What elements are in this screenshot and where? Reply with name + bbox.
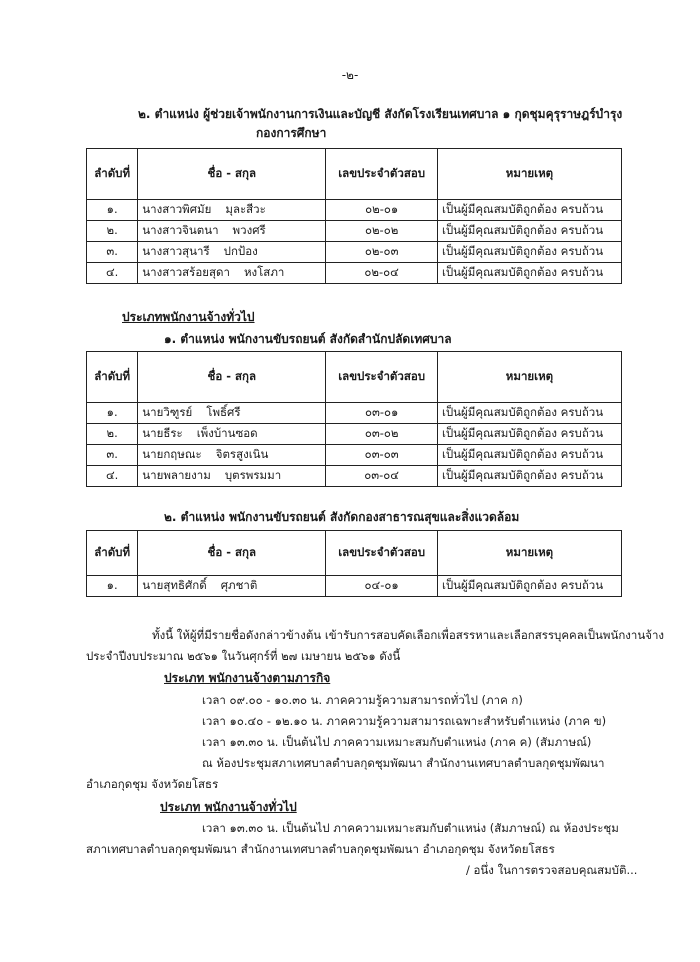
category-general-heading: ประเภทพนักงานจ้างทั่วไป: [122, 310, 255, 324]
section3-table: ลำดับที่ ชื่อ - สกุล เลขประจำตัวสอบ หมายเหตุ ๑. นายสุทธิศักดิ์ ศุภชาติ ๐๔-๐๑ เป็นผู้มีคุณสมบัติถูกต้อง ครบถ้วน: [86, 530, 622, 597]
schedule-line: เวลา ๑๐.๔๐ - ๑๒.๑๐ น. ภาคความรู้ความสามารถเฉพาะสำหรับตำแหน่ง (ภาค ข): [202, 714, 607, 728]
section2-heading: ๑. ตำแหน่ง พนักงานขับรถยนต์ สังกัดสำนักปลัดเทศบาล: [164, 332, 452, 346]
section2-table: ลำดับที่ ชื่อ - สกุล เลขประจำตัวสอบ หมายเหตุ ๑. นายวิฑูรย์ โพธิ์ศรี ๐๓-๐๑ เป็นผู้มีคุณสมบัติถูกต้อง ครบถ้วน ๒. นายธีระ เพ็งบ้านซอด ๐๓-๐๒ เป็นผู้มีคุณสมบัติถูกต้อง ครบถ้วน ๓. นายกฤษณะ จิตรสูงเนิน ๐๓-๐๓ เป็นผู้มีคุณสมบัติถูกต้อง ครบถ้วน ๔. นายพลายงาม บุตรพรมมา ๐๓-๐๔ เป็นผู้มีคุณสมบัติถูกต้อง ครบถ้วน: [86, 351, 622, 487]
schedule-line: เวลา ๑๓.๓๐ น. เป็นต้นไป ภาคความเหมาะสมกับตำแหน่ง (ภาค ค) (สัมภาษณ์): [202, 735, 592, 749]
table-row: ๑. นายวิฑูรย์ โพธิ์ศรี ๐๓-๐๑ เป็นผู้มีคุณสมบัติถูกต้อง ครบถ้วน: [87, 403, 622, 424]
table-row: ๒. นางสาวจินตนา พวงศรี ๐๒-๐๒ เป็นผู้มีคุณสมบัติถูกต้อง ครบถ้วน: [87, 221, 622, 242]
section3-heading: ๒. ตำแหน่ง พนักงานขับรถยนต์ สังกัดกองสาธารณสุขและสิ่งแวดล้อม: [164, 510, 520, 524]
section1-heading-cont: กองการศึกษา: [256, 126, 327, 140]
page-number: -๒-: [341, 68, 359, 82]
paragraph-line: เวลา ๑๓.๓๐ น. เป็นต้นไป ภาคความเหมาะสมกับตำแหน่ง (สัมภาษณ์) ณ ห้องประชุม: [202, 821, 619, 835]
table-row: ๓. นายกฤษณะ จิตรสูงเนิน ๐๓-๐๓ เป็นผู้มีคุณสมบัติถูกต้อง ครบถ้วน: [87, 445, 622, 466]
schedule-line: เวลา ๐๙.๐๐ - ๑๐.๓๐ น. ภาคความรู้ความสามารถทั่วไป (ภาค ก): [202, 693, 523, 707]
table-row: ๓. นางสาวสุนารี ปกป้อง ๐๒-๐๓ เป็นผู้มีคุณสมบัติถูกต้อง ครบถ้วน: [87, 242, 622, 263]
col-code: เลขประจำตัวสอบ: [326, 149, 438, 200]
table-row: ๒. นายธีระ เพ็งบ้านซอด ๐๓-๐๒ เป็นผู้มีคุณสมบัติถูกต้อง ครบถ้วน: [87, 424, 622, 445]
col-seq: ลำดับที่: [87, 149, 138, 200]
continuation-note: / อนึ่ง ในการตรวจสอบคุณสมบัติ...: [466, 863, 638, 877]
category-mission-heading: ประเภท พนักงานจ้างตามภารกิจ: [164, 671, 331, 685]
table-row: ๑. นายสุทธิศักดิ์ ศุภชาติ ๐๔-๐๑ เป็นผู้มีคุณสมบัติถูกต้อง ครบถ้วน: [87, 576, 622, 597]
table-row: ๔. นายพลายงาม บุตรพรมมา ๐๓-๐๔ เป็นผู้มีคุณสมบัติถูกต้อง ครบถ้วน: [87, 466, 622, 487]
paragraph-line: ประจำปีงบประมาณ ๒๕๖๑ ในวันศุกร์ที่ ๒๗ เมษายน ๒๕๖๑ ดังนี้: [86, 649, 401, 663]
section1-heading: ๒. ตำแหน่ง ผู้ช่วยเจ้าพนักงานการเงินและบัญชี สังกัดโรงเรียนเทศบาล ๑ กุดชุมคุรุราษฎร์บำรุง: [138, 107, 623, 121]
section1-table: [86, 148, 622, 284]
table-row: ๑. นางสาวพิศมัย มุละสีวะ ๐๒-๐๑ เป็นผู้มีคุณสมบัติถูกต้อง ครบถ้วน: [87, 200, 622, 221]
venue-line: ณ ห้องประชุมสภาเทศบาลตำบลกุดชุมพัฒนา สำนักงานเทศบาลตำบลกุดชุมพัฒนา: [202, 756, 605, 770]
venue-line: อำเภอกุดชุม จังหวัดยโสธร: [86, 777, 219, 791]
col-note: หมายเหตุ: [437, 149, 621, 200]
paragraph-line: สภาเทศบาลตำบลกุดชุมพัฒนา สำนักงานเทศบาลตำบลกุดชุมพัฒนา อำเภอกุดชุม จังหวัดยโสธร: [86, 842, 555, 856]
col-name: ชื่อ - สกุล: [138, 149, 326, 200]
paragraph-line: ทั้งนี้ ให้ผู้ที่มีรายชื่อดังกล่าวข้างต้น เข้ารับการสอบคัดเลือกเพื่อสรรหาและเลือกสรรบุคคลเป็นพนักงานจ้าง: [152, 628, 665, 642]
category-general-heading-2: ประเภท พนักงานจ้างทั่วไป: [160, 800, 297, 814]
table-row: ๔. นางสาวสร้อยสุดา หงโสภา ๐๒-๐๔ เป็นผู้มีคุณสมบัติถูกต้อง ครบถ้วน: [87, 263, 622, 284]
